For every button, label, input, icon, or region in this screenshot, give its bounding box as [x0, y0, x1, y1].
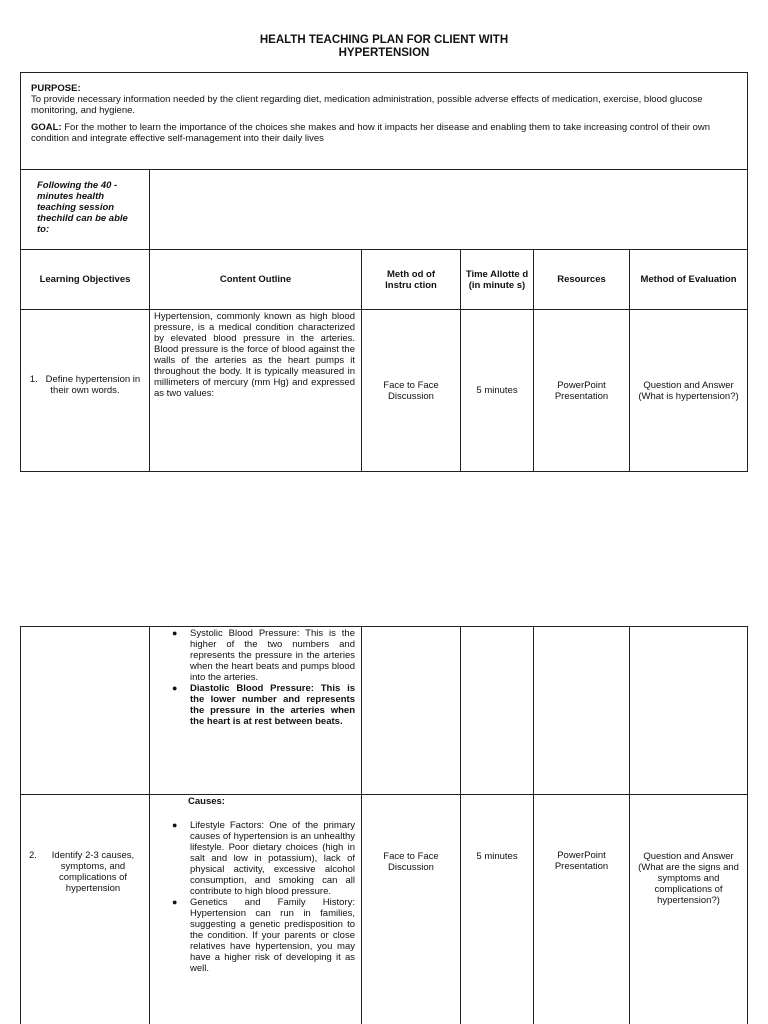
following-text: Following the 40 - minutes health teaching session thechild can be able to:	[21, 170, 150, 250]
goal-text: For the mother to learn the importance of the choices she makes and how it impacts her disease and enabling them to take increasing control of their own condition and integrate effective self-management into their daily lives	[31, 122, 711, 144]
resources-text: PowerPoint Presentation	[534, 795, 630, 1024]
objective-number: 1.	[29, 373, 38, 385]
objective-text: Define hypertension in their own words.	[45, 373, 141, 396]
list-item: ● Systolic Blood Pressure: This is the higher of the two numbers and represents the pressure in the arteries when the heart beats and pumps blood into the arteries.	[172, 628, 355, 683]
header-objectives: Learning Objectives	[21, 250, 150, 310]
list-item: ● Diastolic Blood Pressure: This is the lower number and represents the pressure in the arteries when the heart is at rest between beats.	[172, 683, 355, 727]
list-item: ● Lifestyle Factors: One of the primary causes of hypertension is an unhealthy lifestyle. Poor dietary choices (high in salt and low in potassium), lack of physical activity, excessive alcohol consumption, and smoking can all contribute to high blood pressure.	[172, 820, 355, 897]
causes-list	[154, 820, 355, 974]
empty-cell	[534, 627, 630, 795]
bullet-icon: ●	[172, 820, 178, 830]
table-row	[21, 795, 748, 1024]
goal-label: GOAL:	[31, 122, 62, 133]
title-line-2: HYPERTENSION	[338, 47, 430, 59]
causes-label: Causes:	[188, 796, 225, 807]
objective-number: 2.	[29, 850, 37, 861]
bullet-icon: ●	[172, 628, 178, 638]
purpose-label: PURPOSE:	[31, 83, 81, 94]
resources-text: PowerPoint Presentation	[534, 310, 630, 472]
header-evaluation: Method of Evaluation	[630, 250, 748, 310]
bullet-icon: ●	[172, 897, 178, 907]
header-resources: Resources	[534, 250, 630, 310]
objective-cell	[21, 795, 150, 1024]
objective-cell	[21, 310, 150, 472]
table-header-row	[21, 250, 748, 310]
purpose-text: To provide necessary information needed by the client regarding diet, medication administration, possible adverse effects of medication, exercise, blood glucose monitoring, and hygiene.	[31, 94, 703, 116]
teaching-plan-table-continued	[20, 626, 748, 1024]
content-text: Hypertension, commonly known as high blood pressure, is a medical condition characterized by elevated blood pressure in the arteries. Blood pressure is the force of blood against the walls of the arteries as the heart pumps it throughout the body. It is typically measured in millimeters of mercury (mm Hg) and expressed as two values:	[150, 310, 362, 472]
header-time: Time Allotte d (in minute s)	[461, 250, 534, 310]
method-text: Face to Face Discussion	[362, 310, 461, 472]
purpose-goal-cell	[21, 73, 748, 170]
teaching-plan-table	[20, 72, 748, 472]
objective-text: Identify 2-3 causes, symptoms, and complications of hypertension	[51, 850, 135, 894]
time-text: 5 minutes	[461, 310, 534, 472]
header-method: Meth od of Instru ction	[362, 250, 461, 310]
title-line-1: HEALTH TEACHING PLAN FOR CLIENT WITH	[259, 34, 509, 46]
method-text: Face to Face Discussion	[362, 795, 461, 1024]
empty-cell	[630, 627, 748, 795]
bp-values-list	[154, 628, 355, 727]
evaluation-text: Question and Answer (What are the signs and symptoms and complications of hypertension?)	[630, 795, 748, 1024]
evaluation-text: Question and Answer (What is hypertension?)	[630, 310, 748, 472]
empty-cell	[21, 627, 150, 795]
page-title	[0, 34, 768, 60]
empty-cell	[362, 627, 461, 795]
header-content: Content Outline	[150, 250, 362, 310]
list-item: ● Genetics and Family History: Hypertension can run in families, suggesting a genetic predisposition to the condition. If your parents or close relatives have hypertension, you may have a higher risk of developing it as well.	[172, 897, 355, 974]
table-row	[21, 627, 748, 795]
empty-cell	[150, 170, 748, 250]
bullet-icon: ●	[172, 683, 178, 693]
content-cell	[150, 627, 362, 795]
time-text: 5 minutes	[461, 795, 534, 1024]
content-cell	[150, 795, 362, 1024]
table-row	[21, 310, 748, 472]
empty-cell	[461, 627, 534, 795]
